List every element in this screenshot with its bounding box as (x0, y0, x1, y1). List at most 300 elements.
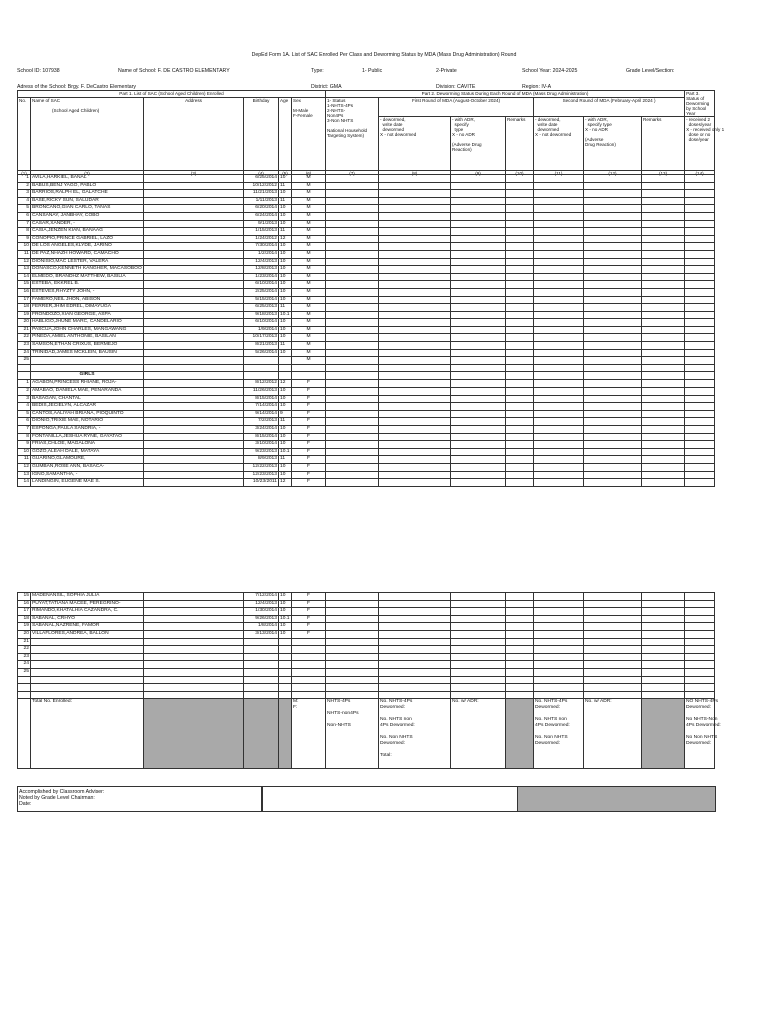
division: Division: CAVITE (436, 84, 476, 90)
empty-cell (506, 342, 534, 350)
empty-cell (642, 479, 685, 487)
student-name: FRONDOZO,XIAN GEORGE, ASPA (31, 311, 144, 319)
empty-cell (326, 182, 379, 190)
table-row (18, 608, 715, 616)
birthday-cell: 1/8/2014 (244, 623, 279, 631)
empty-cell (379, 646, 451, 654)
empty-cell (451, 410, 506, 418)
student-list-table (17, 174, 715, 487)
birthday-cell: 7/14/2014 (244, 403, 279, 411)
sex-cell: M (292, 197, 326, 205)
empty-cell (451, 600, 506, 608)
birthday-cell: 10/23/2011 (244, 479, 279, 487)
birthday-cell: 5/15/2014 (244, 296, 279, 304)
empty-cell (506, 653, 534, 661)
empty-cell (326, 304, 379, 312)
empty-cell (326, 433, 379, 441)
row-number: 19 (18, 623, 31, 631)
empty-cell (451, 311, 506, 319)
empty-cell (685, 250, 715, 258)
empty-cell (534, 448, 584, 456)
student-name: BASAGAN, CHANTAL (31, 395, 144, 403)
empty-cell (451, 380, 506, 388)
age-cell: 10 (279, 281, 292, 289)
sex-cell: F (292, 479, 326, 487)
birthday-cell: 6/25/2013 (244, 304, 279, 312)
age-cell: 10 (279, 471, 292, 479)
student-name: SABANAL,NAZRENE, FAMOR (31, 623, 144, 631)
empty-cell (451, 463, 506, 471)
birthday-cell: 12/22/2013 (244, 463, 279, 471)
age-cell: 10 (279, 296, 292, 304)
table-row (18, 349, 715, 357)
col-number: (5) (279, 171, 292, 183)
empty-cell (642, 433, 685, 441)
empty-cell (326, 691, 379, 699)
table-row (18, 653, 715, 661)
empty-cell (379, 228, 451, 236)
empty-cell (506, 334, 534, 342)
empty-cell (685, 319, 715, 327)
table-row (18, 456, 715, 464)
empty-cell (685, 661, 715, 669)
empty-cell (506, 684, 534, 692)
empty-cell (326, 646, 379, 654)
empty-cell (685, 600, 715, 608)
empty-cell (451, 288, 506, 296)
student-name: BABUS,BENJ YAGO, PABLO (31, 182, 144, 190)
table-row (18, 684, 715, 692)
empty-cell (642, 334, 685, 342)
empty-cell (534, 258, 584, 266)
empty-cell (584, 243, 642, 251)
age-cell: 11 (279, 228, 292, 236)
student-name (31, 676, 144, 684)
empty-cell (379, 471, 451, 479)
empty-cell (534, 235, 584, 243)
empty-cell (642, 228, 685, 236)
age-cell: 12 (279, 380, 292, 388)
table-row (18, 175, 715, 183)
empty-cell (534, 212, 584, 220)
sex-cell: F (292, 410, 326, 418)
row-number: 3 (18, 190, 31, 198)
sex-cell: M (292, 326, 326, 334)
shaded-cell (244, 699, 279, 769)
empty-cell (685, 426, 715, 434)
table-row (18, 676, 715, 684)
empty-cell (326, 661, 379, 669)
age-cell: 10 (279, 220, 292, 228)
student-name: PINEDA,AMIEL ANTHONIE, BASILAN (31, 334, 144, 342)
age-cell (279, 676, 292, 684)
empty-cell (534, 190, 584, 198)
empty-cell (534, 600, 584, 608)
empty-cell (326, 175, 379, 183)
table-row (18, 273, 715, 281)
sex-cell: M (292, 334, 326, 342)
age-cell: 11 (279, 418, 292, 426)
col-birthday: Birthday (244, 98, 279, 171)
empty-cell (379, 630, 451, 638)
age-cell (279, 653, 292, 661)
empty-cell (642, 471, 685, 479)
address-cell (144, 349, 244, 357)
empty-cell (326, 653, 379, 661)
empty-cell (326, 593, 379, 601)
empty-cell (534, 463, 584, 471)
student-name: PASCUA,JOHN CHARLES, MANGAWANG (31, 326, 144, 334)
empty-cell (534, 668, 584, 676)
empty-cell (379, 250, 451, 258)
col-number: (7) (326, 171, 379, 183)
row-number: 16 (18, 600, 31, 608)
girls-label: GIRLS (31, 372, 144, 380)
shaded-cell (506, 699, 534, 769)
empty-cell (584, 661, 642, 669)
empty-cell (506, 448, 534, 456)
birthday-cell: 1/30/2014 (244, 608, 279, 616)
empty-cell (584, 646, 642, 654)
student-name (31, 638, 144, 646)
empty-cell (451, 418, 506, 426)
birthday-cell: 12/4/2013 (244, 258, 279, 266)
address-cell (144, 212, 244, 220)
row-number (18, 691, 31, 699)
address-cell (144, 600, 244, 608)
empty-cell (506, 205, 534, 213)
empty-cell (379, 364, 451, 372)
empty-cell (506, 623, 534, 631)
form-header-table (17, 90, 725, 183)
age-cell: 10 (279, 175, 292, 183)
col-r2-remarks: Remarks (642, 117, 685, 171)
empty-cell (451, 623, 506, 631)
empty-cell (685, 684, 715, 692)
school-address: Adress of the School: Brgy. F. DeCastro Elementary (17, 84, 136, 90)
student-name: MADENANSIL, SOPHIA JULIA (31, 593, 144, 601)
school-id: School ID: 107938 (17, 68, 60, 74)
address-cell (144, 228, 244, 236)
type-label: Type: (311, 68, 324, 74)
sex-cell: M (292, 220, 326, 228)
row-number: 10 (18, 448, 31, 456)
address-cell (144, 463, 244, 471)
total-male-female: M: F: (292, 699, 326, 769)
empty-cell (379, 593, 451, 601)
sex-cell: M (292, 288, 326, 296)
empty-cell (685, 296, 715, 304)
birthday-cell (244, 691, 279, 699)
empty-cell (584, 380, 642, 388)
empty-cell (534, 319, 584, 327)
empty-cell (451, 653, 506, 661)
sex-cell: M (292, 205, 326, 213)
table-row (18, 190, 715, 198)
table-row (18, 334, 715, 342)
student-name: AGABON,PRINCESS RHIANE, ROJA- (31, 380, 144, 388)
empty-cell (534, 182, 584, 190)
form-title: DepEd Form 1A. List of SAC Enrolled Per Class and Deworming Status by MDA (Mass Drug Administration) Round (251, 52, 517, 58)
empty-cell (326, 684, 379, 692)
age-cell: 10 (279, 349, 292, 357)
empty-cell (534, 456, 584, 464)
age-cell: 10 (279, 243, 292, 251)
empty-cell (584, 463, 642, 471)
empty-cell (326, 463, 379, 471)
sex-cell (292, 653, 326, 661)
girls-label-row (18, 372, 715, 380)
birthday-cell: 1/23/2014 (244, 273, 279, 281)
empty-cell (642, 691, 685, 699)
empty-cell (685, 463, 715, 471)
col-number: (3) (144, 171, 244, 183)
empty-cell (584, 266, 642, 274)
sex-cell: M (292, 357, 326, 365)
empty-cell (326, 357, 379, 365)
empty-cell (584, 403, 642, 411)
empty-cell (685, 357, 715, 365)
empty-cell (506, 319, 534, 327)
empty-cell (326, 388, 379, 396)
birthday-cell: 3/10/2014 (244, 441, 279, 449)
empty-cell (379, 441, 451, 449)
empty-cell (326, 288, 379, 296)
signature-block (17, 786, 263, 812)
empty-cell (326, 380, 379, 388)
empty-cell (379, 304, 451, 312)
empty-cell (584, 471, 642, 479)
empty-cell (379, 661, 451, 669)
table-row (18, 593, 715, 601)
empty-cell (379, 380, 451, 388)
empty-cell (685, 441, 715, 449)
birthday-cell: 1/9/2014 (244, 326, 279, 334)
row-number (18, 364, 31, 372)
empty-cell (685, 433, 715, 441)
empty-cell (506, 349, 534, 357)
age-cell: 10.1 (279, 615, 292, 623)
col-r1-remarks: Remarks (506, 117, 534, 171)
col-number: (11) (534, 171, 584, 183)
empty-cell (584, 615, 642, 623)
row-number (18, 676, 31, 684)
birthday-cell: 9/1/2013 (244, 220, 279, 228)
table-row (18, 623, 715, 631)
empty-cell (534, 441, 584, 449)
address-cell (144, 258, 244, 266)
student-name: SAMSON,ETHAN CRIXUS, BERMEJO (31, 342, 144, 350)
empty-cell (379, 182, 451, 190)
address-cell (144, 653, 244, 661)
empty-cell (379, 448, 451, 456)
row-number: 22 (18, 646, 31, 654)
sex-cell: M (292, 266, 326, 274)
empty-cell (534, 220, 584, 228)
col-r1-dewormed: - dewormed, write date dewormed X - not dewormed (379, 117, 451, 171)
empty-cell (379, 342, 451, 350)
empty-cell (534, 288, 584, 296)
sex-cell: F (292, 441, 326, 449)
birthday-cell: 7/12/2014 (244, 593, 279, 601)
student-name: DONASCO,KENNETH KANGHER, MACASOBOO (31, 266, 144, 274)
sex-cell: M (292, 281, 326, 289)
age-cell: 10 (279, 600, 292, 608)
empty-cell (451, 212, 506, 220)
student-name: CASAR,XANDER, - (31, 220, 144, 228)
empty-cell (379, 205, 451, 213)
empty-cell (326, 608, 379, 616)
sex-cell: F (292, 380, 326, 388)
col-number: (14) (685, 171, 715, 183)
empty-cell (584, 304, 642, 312)
sex-cell: M (292, 311, 326, 319)
address-cell (144, 684, 244, 692)
sex-cell: F (292, 388, 326, 396)
birthday-cell: 7/30/2014 (244, 243, 279, 251)
empty-cell (326, 638, 379, 646)
row-number: 15 (18, 593, 31, 601)
empty-cell (685, 615, 715, 623)
part1-heading: Part 1. List of SAC (School Aged Children) Enrolled (18, 91, 326, 98)
table-row (18, 197, 715, 205)
empty-cell (534, 653, 584, 661)
row-number: 2 (18, 388, 31, 396)
empty-cell (379, 433, 451, 441)
empty-cell (451, 235, 506, 243)
table-row (18, 615, 715, 623)
empty-cell (326, 220, 379, 228)
empty-cell (326, 250, 379, 258)
empty-cell (379, 288, 451, 296)
empty-cell (534, 479, 584, 487)
row-number (18, 684, 31, 692)
empty-cell (534, 615, 584, 623)
table-row (18, 311, 715, 319)
table-row (18, 205, 715, 213)
empty-cell (685, 646, 715, 654)
table-row (18, 630, 715, 638)
sex-cell: F (292, 463, 326, 471)
student-name: DE PAZ,NHAZH HOWARD, CAMACHO (31, 250, 144, 258)
table-row (18, 319, 715, 327)
empty-cell (642, 212, 685, 220)
birthday-cell: 7/2/2013 (244, 418, 279, 426)
total-r2-adr: No. w/ ADR: (584, 699, 642, 769)
student-name: BEDIS,JECIELYN, ALCAZAR (31, 403, 144, 411)
empty-cell (584, 258, 642, 266)
empty-cell (685, 258, 715, 266)
empty-cell (379, 615, 451, 623)
address-cell (144, 357, 244, 365)
empty-cell (379, 479, 451, 487)
empty-cell (534, 661, 584, 669)
empty-cell (326, 676, 379, 684)
empty-cell (584, 212, 642, 220)
address-cell (144, 243, 244, 251)
empty-cell (506, 646, 534, 654)
address-cell (144, 175, 244, 183)
row-number: 12 (18, 463, 31, 471)
empty-cell (584, 334, 642, 342)
empty-cell (534, 349, 584, 357)
empty-cell (451, 638, 506, 646)
empty-cell (685, 266, 715, 274)
empty-cell (642, 220, 685, 228)
student-name: CANTOS,AALIYAH BRIANA, PIOQUINTO (31, 410, 144, 418)
student-name: RIMANDO,KHATALHIA CAZANDRA, C. (31, 608, 144, 616)
address-cell (144, 380, 244, 388)
empty-cell (379, 212, 451, 220)
empty-cell (534, 357, 584, 365)
birthday-cell: 8/15/2014 (244, 395, 279, 403)
empty-cell (506, 364, 534, 372)
table-row (18, 668, 715, 676)
empty-cell (642, 281, 685, 289)
empty-cell (506, 235, 534, 243)
student-name: LANDINGIN, EUGENE MAE S. (31, 479, 144, 487)
round1-heading: First Round of MDA (August-October 2024) (379, 98, 534, 117)
empty-cell (326, 212, 379, 220)
row-number: 4 (18, 403, 31, 411)
sex-cell: M (292, 250, 326, 258)
address-cell (144, 646, 244, 654)
student-name: FRIAS,CHLOE, MAGALONA (31, 441, 144, 449)
empty-cell (584, 342, 642, 350)
age-cell: 12 (279, 235, 292, 243)
empty-cell (451, 296, 506, 304)
shaded-signature-box (517, 786, 716, 812)
student-name: GUMBAN,ROSE ANN, BASACA- (31, 463, 144, 471)
birthday-cell: 6/25/2014 (244, 175, 279, 183)
empty-cell (506, 593, 534, 601)
age-cell: 11 (279, 197, 292, 205)
birthday-cell (244, 364, 279, 372)
birthday-cell: 1/11/2013 (244, 197, 279, 205)
sex-cell (292, 646, 326, 654)
empty-cell (642, 410, 685, 418)
empty-cell (642, 395, 685, 403)
empty-cell (642, 288, 685, 296)
empty-cell (379, 326, 451, 334)
empty-cell (584, 676, 642, 684)
row-number: 10 (18, 243, 31, 251)
age-cell: 11 (279, 182, 292, 190)
age-cell: 11 (279, 342, 292, 350)
student-name: ESTEBA, EKKREL B. (31, 281, 144, 289)
address-cell (144, 220, 244, 228)
address-cell (144, 403, 244, 411)
row-number: 19 (18, 311, 31, 319)
address-cell (144, 296, 244, 304)
address-cell (144, 593, 244, 601)
empty-cell (326, 281, 379, 289)
table-row (18, 403, 715, 411)
empty-cell (451, 220, 506, 228)
empty-cell (451, 448, 506, 456)
student-name (31, 661, 144, 669)
sex-cell: F (292, 630, 326, 638)
birthday-cell: 12/8/2013 (244, 266, 279, 274)
row-number: 8 (18, 228, 31, 236)
empty-cell (685, 228, 715, 236)
empty-cell (451, 334, 506, 342)
empty-cell (326, 448, 379, 456)
empty-cell (534, 684, 584, 692)
col-number: (8) (379, 171, 451, 183)
table-row (18, 600, 715, 608)
empty-cell (584, 653, 642, 661)
